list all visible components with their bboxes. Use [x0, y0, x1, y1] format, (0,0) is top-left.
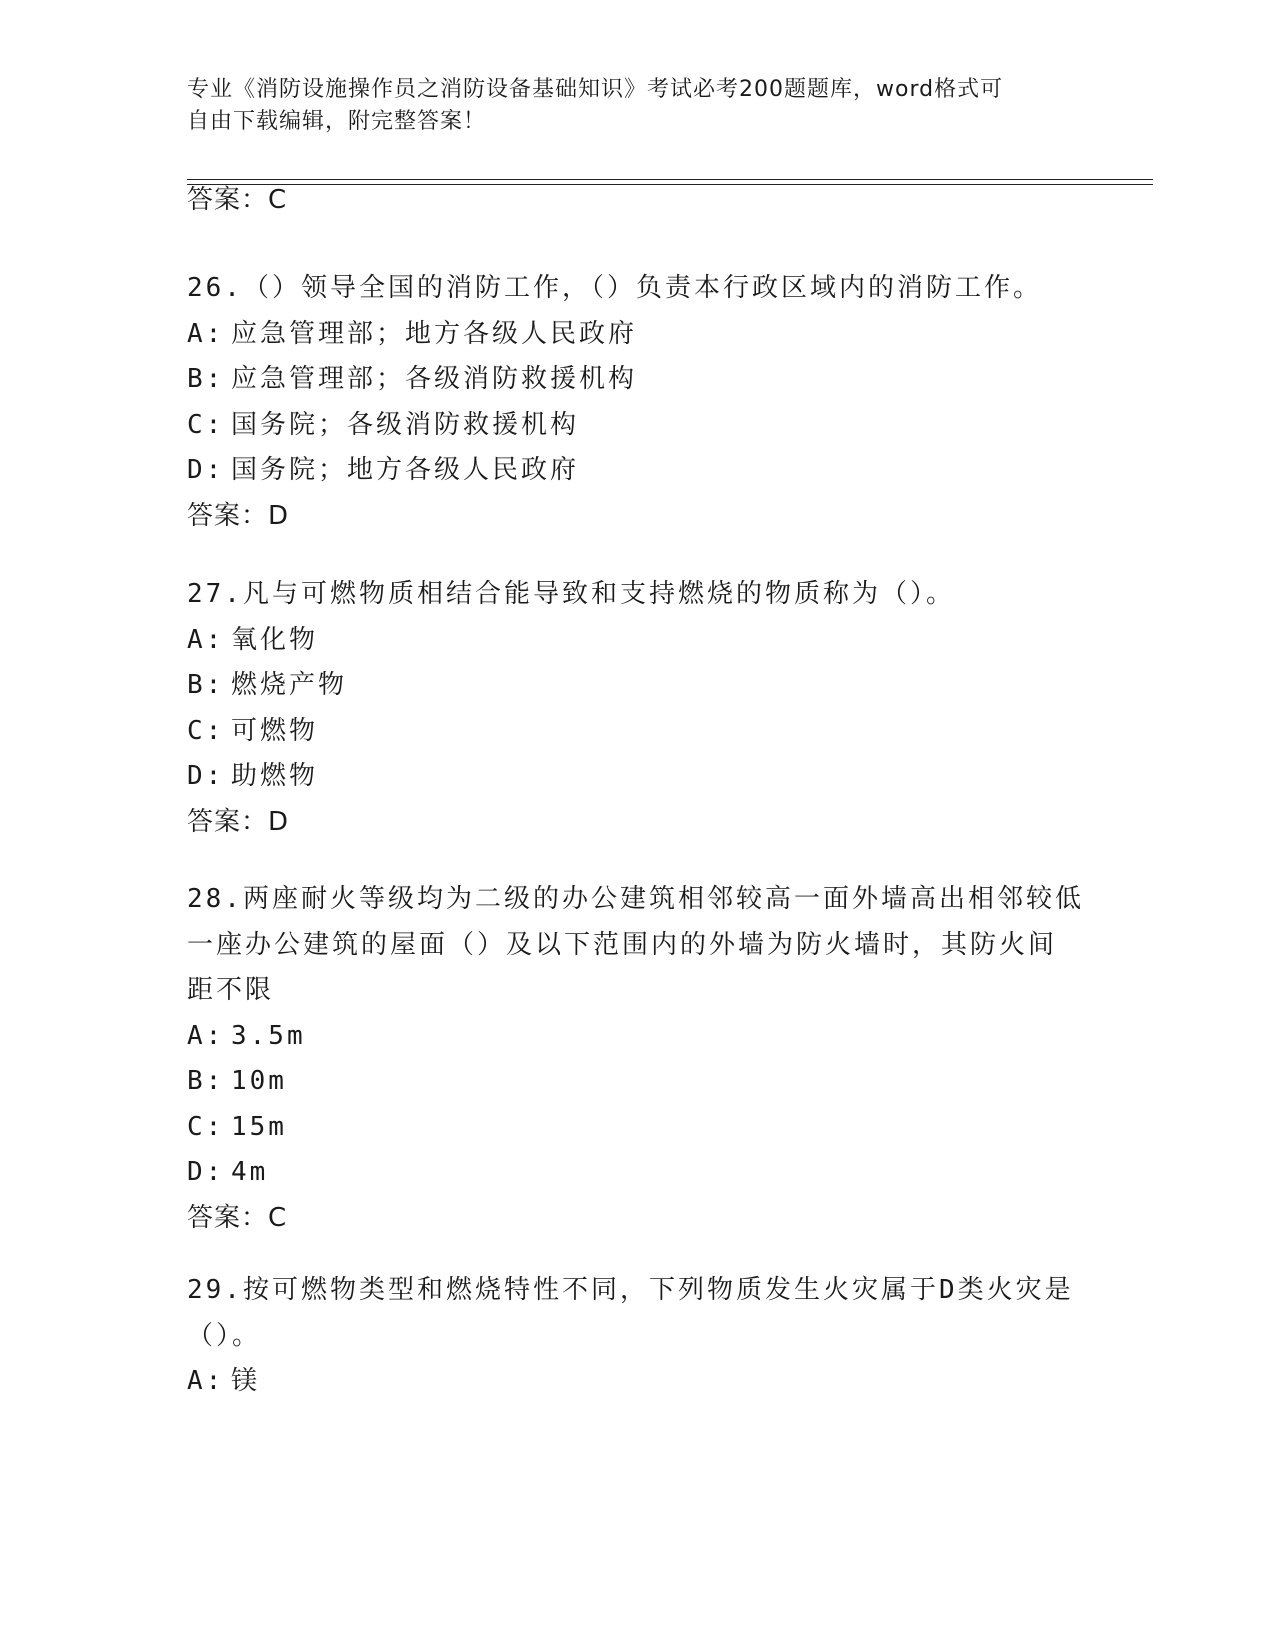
- option-c: [187, 709, 1087, 755]
- question-text-line-2: （）。: [187, 1320, 262, 1351]
- question-26: [187, 266, 1087, 539]
- question-28: [187, 877, 1087, 1241]
- question-29: [187, 1268, 1087, 1405]
- option-d: [187, 448, 1087, 494]
- option-text: 国务院；各级消防救援机构: [231, 409, 580, 440]
- answer-line: 答案：C: [187, 1202, 288, 1233]
- question-text: 27.凡与可燃物质相结合能导致和支持燃烧的物质称为（）。: [187, 579, 955, 609]
- option-a: [187, 618, 1087, 664]
- answer-line: 答案：D: [187, 500, 290, 531]
- option-b: [187, 663, 1087, 709]
- option-label: B:: [187, 364, 225, 394]
- option-text: 4m: [231, 1157, 269, 1187]
- option-label: D:: [187, 1157, 225, 1187]
- option-text: 氧化物: [231, 624, 319, 655]
- option-text: 15m: [231, 1111, 287, 1142]
- answer-line: 答案：C: [187, 185, 288, 215]
- option-label: D:: [187, 455, 225, 485]
- option-label: A:: [187, 1366, 225, 1396]
- question-text: 26.（）领导全国的消防工作，（）负责本行政区域内的消防工作。: [187, 273, 1042, 303]
- question-text-line-2: 一座办公建筑的屋面（）及以下范围内的外墙为防火墙时，其防火间: [187, 929, 1058, 960]
- header-line-1: 专业《消防设施操作员之消防设备基础知识》考试必考200题题库，word格式可: [187, 77, 1004, 102]
- option-label: C:: [187, 715, 225, 746]
- option-label: C:: [187, 409, 225, 440]
- option-text: 3.5m: [231, 1020, 306, 1051]
- option-text: 可燃物: [231, 715, 319, 746]
- option-d: [187, 754, 1087, 800]
- option-text: 10m: [231, 1066, 287, 1096]
- option-label: A:: [187, 1020, 225, 1051]
- option-a: [187, 1359, 1087, 1405]
- option-label: B:: [187, 1066, 225, 1096]
- option-c: [187, 403, 1087, 449]
- option-text: 应急管理部；各级消防救援机构: [231, 364, 638, 394]
- previous-answer-block: [187, 178, 1087, 224]
- option-label: A:: [187, 624, 225, 655]
- option-text: 镁: [231, 1366, 261, 1396]
- document-header: [187, 74, 1067, 138]
- option-d: [187, 1150, 1087, 1196]
- option-c: [187, 1105, 1087, 1151]
- option-a: [187, 312, 1087, 358]
- option-text: 应急管理部；地方各级人民政府: [231, 318, 638, 349]
- option-label: A:: [187, 318, 225, 349]
- option-text: 国务院；地方各级人民政府: [231, 455, 580, 485]
- question-27: [187, 572, 1087, 845]
- question-text-line-1: 28.两座耐火等级均为二级的办公建筑相邻较高一面外墙高出相邻较低: [187, 884, 1084, 914]
- question-text-line-1: 29.按可燃物类型和燃烧特性不同，下列物质发生火灾属于D类火灾是: [187, 1275, 1074, 1305]
- option-a: [187, 1014, 1087, 1060]
- question-text-line-3: 距不限: [187, 975, 275, 1005]
- option-text: 助燃物: [231, 761, 319, 791]
- option-b: [187, 1059, 1087, 1105]
- option-label: B:: [187, 670, 225, 700]
- answer-line: 答案：D: [187, 806, 290, 837]
- option-label: D:: [187, 761, 225, 791]
- option-b: [187, 357, 1087, 403]
- option-label: C:: [187, 1111, 225, 1142]
- header-line-2: 自由下载编辑，附完整答案！: [187, 109, 487, 134]
- option-text: 燃烧产物: [231, 670, 348, 700]
